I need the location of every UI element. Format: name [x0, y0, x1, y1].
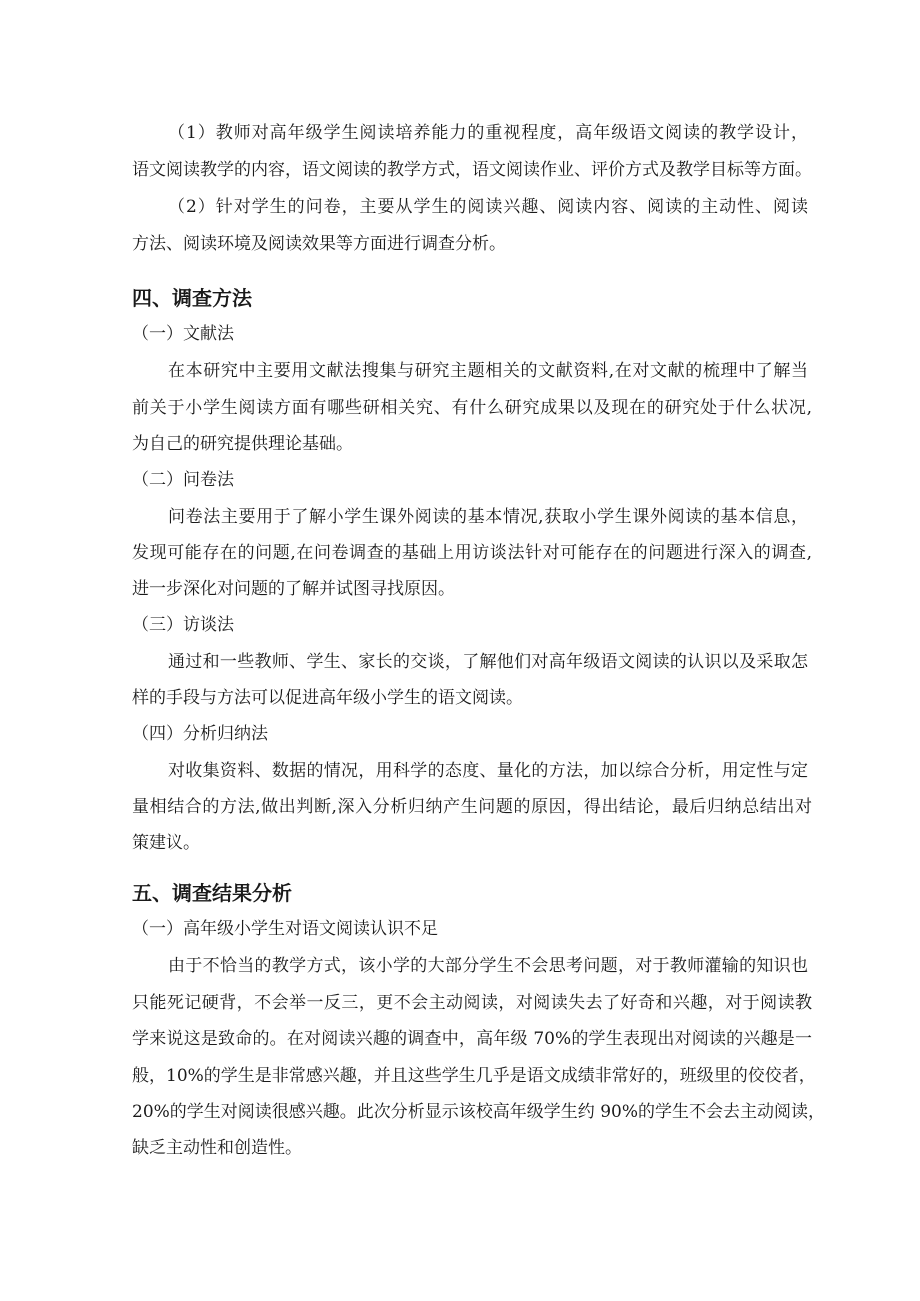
interview-line-1: 通过和一些教师、学生、家长的交谈，了解他们对高年级语文阅读的认识以及采取怎	[168, 652, 808, 672]
finding-line-4: 般，10%的学生是非常感兴趣，并且这些学生几乎是语文成绩非常好的，班级里的佼佼者，	[132, 1066, 816, 1086]
analysis-line-1: 对收集资料、数据的情况，用科学的态度、量化的方法，加以综合分析，用定性与定	[168, 761, 808, 781]
questionnaire-line-3: 进一步深化对问题的了解并试图寻找原因。	[132, 579, 455, 599]
questionnaire-line-1: 问卷法主要用于了解小学生课外阅读的基本情况,获取小学生课外阅读的基本信息，	[168, 507, 808, 527]
subheading-interview: （三）访谈法	[132, 615, 234, 635]
interview-line-2: 样的手段与方法可以促进高年级小学生的语文阅读。	[132, 688, 523, 708]
finding-line-2: 只能死记硬背，不会举一反三，更不会主动阅读，对阅读失去了好奇和兴趣，对于阅读教	[132, 993, 812, 1013]
section-heading-4: 四、调查方法	[132, 286, 252, 310]
para-teacher-line-2: 语文阅读教学的内容，语文阅读的教学方式，语文阅读作业、评价方式及教学目标等方面。	[132, 160, 812, 180]
section-heading-5: 五、调查结果分析	[132, 881, 292, 905]
para-student-line-2: 方法、阅读环境及阅读效果等方面进行调查分析。	[132, 234, 506, 254]
finding-line-3: 学来说这是致命的。在对阅读兴趣的调查中，高年级 70%的学生表现出对阅读的兴趣是一	[132, 1029, 812, 1049]
para-student-line-1: （2）针对学生的问卷，主要从学生的阅读兴趣、阅读内容、阅读的主动性、阅读	[168, 197, 808, 217]
subheading-questionnaire: （二）问卷法	[132, 470, 234, 490]
finding-line-6: 缺乏主动性和创造性。	[132, 1138, 302, 1158]
finding-line-1: 由于不恰当的教学方式，该小学的大部分学生不会思考问题，对于教师灌输的知识也	[168, 956, 808, 976]
literature-line-1: 在本研究中主要用文献法搜集与研究主题相关的文献资料,在对文献的梳理中了解当	[168, 361, 808, 381]
analysis-line-2: 量相结合的方法,做出判断,深入分析归纳产生问题的原因，得出结论，最后归纳总结出对	[132, 797, 812, 817]
para-teacher-line-1: （1）教师对高年级学生阅读培养能力的重视程度，高年级语文阅读的教学设计，	[168, 123, 808, 143]
subheading-analysis: （四）分析归纳法	[132, 724, 268, 744]
literature-line-3: 为自己的研究提供理论基础。	[132, 434, 353, 454]
analysis-line-3: 策建议。	[132, 833, 200, 853]
finding-line-5: 20%的学生对阅读很感兴趣。此次分析显示该校高年级学生约 90%的学生不会去主动阅读，	[132, 1102, 825, 1122]
subheading-literature: （一）文献法	[132, 324, 234, 344]
questionnaire-line-2: 发现可能存在的问题,在问卷调查的基础上用访谈法针对可能存在的问题进行深入的调查,	[132, 543, 812, 563]
subheading-finding-1: （一）高年级小学生对语文阅读认识不足	[132, 919, 438, 939]
literature-line-2: 前关于小学生阅读方面有哪些研相关究、有什么研究成果以及现在的研究处于什么状况,	[132, 398, 812, 418]
